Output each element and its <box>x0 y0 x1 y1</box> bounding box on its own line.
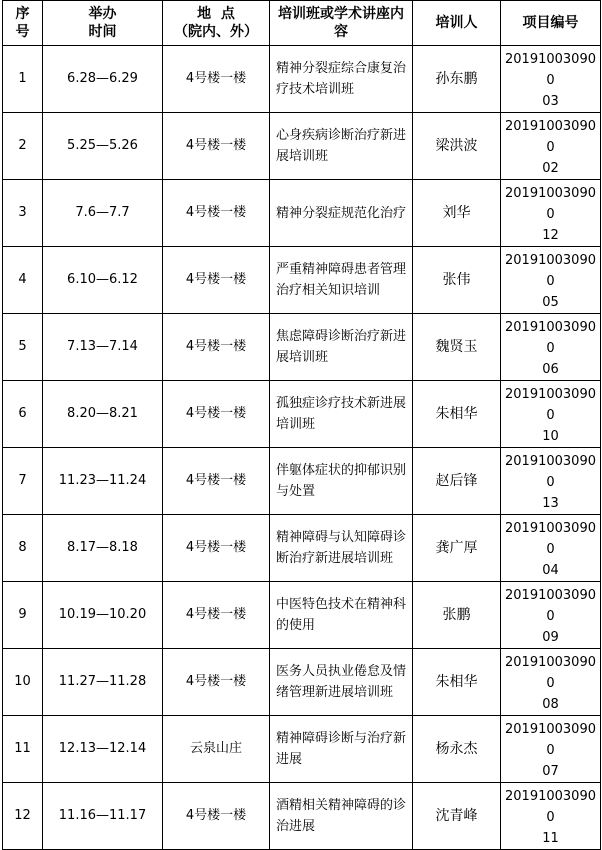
cell-index: 3 <box>3 180 43 247</box>
header-time <box>43 1 163 46</box>
cell-index: 10 <box>3 649 43 716</box>
training-table <box>2 0 601 850</box>
cell-code-line-1: 201910030900 <box>505 119 596 155</box>
cell-code-line-2: 05 <box>542 295 559 310</box>
cell-trainer: 杨永杰 <box>413 716 501 783</box>
cell-trainer: 龚广厚 <box>413 515 501 582</box>
cell-code <box>501 783 601 850</box>
cell-code <box>501 515 601 582</box>
cell-code-line-2: 11 <box>542 831 559 846</box>
cell-code <box>501 582 601 649</box>
cell-code-line-2: 07 <box>542 764 559 779</box>
table-row <box>3 381 601 448</box>
cell-time: 11.27—11.28 <box>43 649 163 716</box>
cell-index: 2 <box>3 113 43 180</box>
cell-code-line-1: 201910030900 <box>505 521 596 557</box>
cell-index: 5 <box>3 314 43 381</box>
cell-topic: 精神分裂症综合康复治疗技术培训班 <box>270 46 413 113</box>
cell-time: 8.20—8.21 <box>43 381 163 448</box>
cell-code-line-1: 201910030900 <box>505 320 596 356</box>
cell-time: 12.13—12.14 <box>43 716 163 783</box>
cell-code <box>501 381 601 448</box>
header-time-line-1: 举办 <box>88 6 117 22</box>
cell-topic: 心身疾病诊断治疗新进展培训班 <box>270 113 413 180</box>
cell-trainer: 梁洪波 <box>413 113 501 180</box>
cell-index: 11 <box>3 716 43 783</box>
cell-time: 8.17—8.18 <box>43 515 163 582</box>
cell-code-line-1: 201910030900 <box>505 387 596 423</box>
table-row <box>3 716 601 783</box>
cell-code <box>501 448 601 515</box>
table-row <box>3 582 601 649</box>
cell-time: 6.10—6.12 <box>43 247 163 314</box>
header-place <box>163 1 270 46</box>
cell-place: 4号楼一楼 <box>163 515 270 582</box>
cell-place: 4号楼一楼 <box>163 649 270 716</box>
table-row <box>3 515 601 582</box>
cell-time: 7.6—7.7 <box>43 180 163 247</box>
cell-topic: 精神分裂症规范化治疗 <box>270 180 413 247</box>
header-row <box>3 1 601 46</box>
cell-trainer: 赵后锋 <box>413 448 501 515</box>
cell-place: 4号楼一楼 <box>163 247 270 314</box>
cell-code <box>501 113 601 180</box>
cell-code-line-2: 12 <box>542 228 559 243</box>
cell-code <box>501 180 601 247</box>
cell-place: 4号楼一楼 <box>163 46 270 113</box>
cell-topic: 精神障碍与认知障碍诊断治疗新进展培训班 <box>270 515 413 582</box>
cell-code <box>501 716 601 783</box>
header-time-line-2: 时间 <box>88 24 117 40</box>
table-row <box>3 46 601 113</box>
cell-code-line-1: 201910030900 <box>505 789 596 825</box>
cell-code-line-1: 201910030900 <box>505 588 596 624</box>
cell-trainer: 沈青峰 <box>413 783 501 850</box>
cell-place: 4号楼一楼 <box>163 448 270 515</box>
cell-code-line-2: 13 <box>542 496 559 511</box>
cell-topic: 伴躯体症状的抑郁识别与处置 <box>270 448 413 515</box>
cell-time: 11.16—11.17 <box>43 783 163 850</box>
cell-time: 7.13—7.14 <box>43 314 163 381</box>
cell-trainer: 朱相华 <box>413 381 501 448</box>
cell-code <box>501 247 601 314</box>
header-index-line-2: 号 <box>15 24 30 40</box>
cell-place: 4号楼一楼 <box>163 113 270 180</box>
header-place-line-1: 地 点 <box>197 6 235 22</box>
cell-index: 12 <box>3 783 43 850</box>
table-row <box>3 113 601 180</box>
table-row <box>3 180 601 247</box>
cell-index: 1 <box>3 46 43 113</box>
cell-place: 4号楼一楼 <box>163 783 270 850</box>
cell-place: 4号楼一楼 <box>163 314 270 381</box>
cell-index: 8 <box>3 515 43 582</box>
cell-code-line-2: 06 <box>542 362 559 377</box>
header-topic: 培训班或学术讲座内容 <box>270 1 413 46</box>
cell-trainer: 朱相华 <box>413 649 501 716</box>
cell-index: 9 <box>3 582 43 649</box>
cell-code <box>501 314 601 381</box>
cell-index: 4 <box>3 247 43 314</box>
header-place-line-2: （院内、外） <box>174 24 258 40</box>
header-trainer: 培训人 <box>413 1 501 46</box>
cell-index: 6 <box>3 381 43 448</box>
cell-code-line-2: 09 <box>542 630 559 645</box>
cell-trainer: 孙东鹏 <box>413 46 501 113</box>
cell-code-line-2: 02 <box>542 161 559 176</box>
header-index-line-1: 序 <box>15 6 30 22</box>
cell-topic: 孤独症诊疗技术新进展培训班 <box>270 381 413 448</box>
cell-place: 云泉山庄 <box>163 716 270 783</box>
table-row <box>3 783 601 850</box>
cell-code-line-1: 201910030900 <box>505 52 596 88</box>
cell-code-line-1: 201910030900 <box>505 655 596 691</box>
cell-code-line-1: 201910030900 <box>505 186 596 222</box>
training-table-container <box>2 0 600 850</box>
cell-time: 6.28—6.29 <box>43 46 163 113</box>
table-row <box>3 649 601 716</box>
cell-index: 7 <box>3 448 43 515</box>
cell-place: 4号楼一楼 <box>163 582 270 649</box>
cell-code <box>501 46 601 113</box>
header-index <box>3 1 43 46</box>
cell-trainer: 张伟 <box>413 247 501 314</box>
cell-topic: 中医特色技术在精神科的使用 <box>270 582 413 649</box>
cell-code-line-2: 04 <box>542 563 559 578</box>
table-row <box>3 314 601 381</box>
cell-topic: 医务人员执业倦怠及情绪管理新进展培训班 <box>270 649 413 716</box>
cell-code-line-1: 201910030900 <box>505 454 596 490</box>
cell-place: 4号楼一楼 <box>163 180 270 247</box>
table-row <box>3 448 601 515</box>
table-body <box>3 46 601 850</box>
cell-time: 5.25—5.26 <box>43 113 163 180</box>
cell-code-line-2: 08 <box>542 697 559 712</box>
cell-code <box>501 649 601 716</box>
cell-place: 4号楼一楼 <box>163 381 270 448</box>
cell-topic: 焦虑障碍诊断治疗新进展培训班 <box>270 314 413 381</box>
cell-code-line-1: 201910030900 <box>505 722 596 758</box>
cell-trainer: 魏贤玉 <box>413 314 501 381</box>
cell-topic: 严重精神障碍患者管理治疗相关知识培训 <box>270 247 413 314</box>
cell-trainer: 张鹏 <box>413 582 501 649</box>
cell-trainer: 刘华 <box>413 180 501 247</box>
cell-code-line-2: 03 <box>542 94 559 109</box>
header-code: 项目编号 <box>501 1 601 46</box>
table-row <box>3 247 601 314</box>
cell-time: 10.19—10.20 <box>43 582 163 649</box>
cell-topic: 精神障碍诊断与治疗新进展 <box>270 716 413 783</box>
cell-code-line-2: 10 <box>542 429 559 444</box>
cell-code-line-1: 201910030900 <box>505 253 596 289</box>
cell-topic: 酒精相关精神障碍的诊治进展 <box>270 783 413 850</box>
cell-time: 11.23—11.24 <box>43 448 163 515</box>
